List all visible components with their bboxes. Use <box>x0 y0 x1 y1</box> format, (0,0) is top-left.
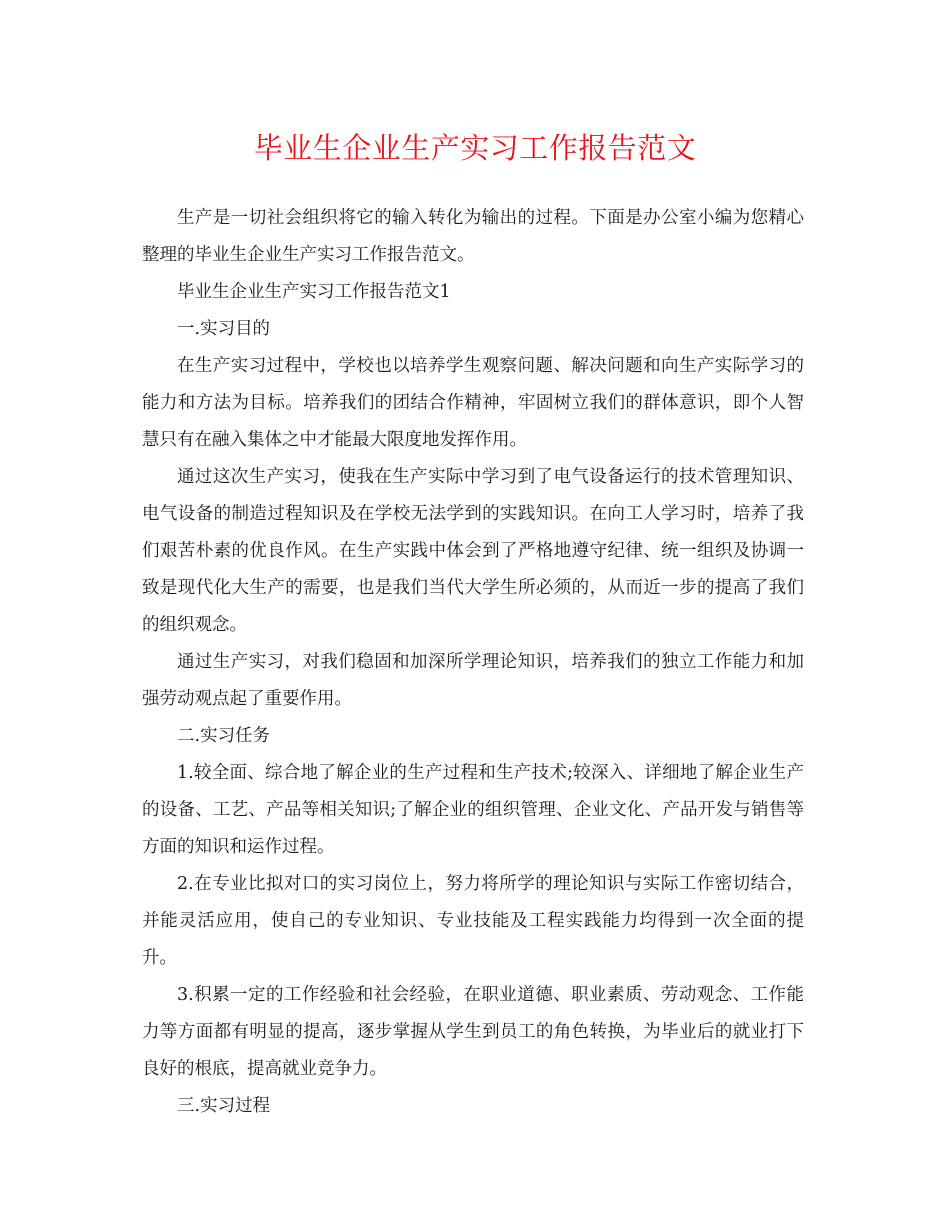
task-item-1: 1.较全面、综合地了解企业的生产过程和生产技术;较深入、详细地了解企业生产的设备、工艺、产品等相关知识;了解企业的组织管理、企业文化、产品开发与销售等方面的知识和运作过程。 <box>142 763 804 857</box>
paragraph-purpose-2: 通过这次生产实习，使我在生产实际中学习到了电气设备运行的技术管理知识、电气设备的制造过程知识及在学校无法学到的实践知识。在向工人学习时，培养了我们艰苦朴素的优良作风。在生产实践中体会到了严格地遵守纪律、统一组织及协调一致是现代化大生产的需要，也是我们当代大学生所必须的，从而近一步的提高了我们的组织观念。 <box>142 467 804 635</box>
document-title: 毕业生企业生产实习工作报告范文 <box>253 131 697 165</box>
intro-paragraph: 生产是一切社会组织将它的输入转化为输出的过程。下面是办公室小编为您精心整理的毕业生企业生产实习工作报告范文。 <box>142 208 804 265</box>
paragraph-purpose-1: 在生产实习过程中，学校也以培养学生观察问题、解决问题和向生产实际学习的能力和方法为目标。培养我们的团结合作精神，牢固树立我们的群体意识，即个人智慧只有在融入集体之中才能最大限度地发挥作用。 <box>142 356 804 450</box>
task-item-3: 3.积累一定的工作经验和社会经验，在职业道德、职业素质、劳动观念、工作能力等方面都有明显的提高，逐步掌握从学生到员工的角色转换，为毕业后的就业打下良好的根底，提高就业竞争力。 <box>142 985 804 1079</box>
task-item-2: 2.在专业比拟对口的实习岗位上，努力将所学的理论知识与实际工作密切结合，并能灵活应用，使自己的专业知识、专业技能及工程实践能力均得到一次全面的提升。 <box>142 874 804 968</box>
paragraph-purpose-3: 通过生产实习，对我们稳固和加深所学理论知识，培养我们的独立工作能力和加强劳动观点起了重要作用。 <box>142 652 804 709</box>
document-body <box>142 200 804 1125</box>
heading-tasks: 二.实习任务 <box>177 726 271 746</box>
heading-purpose: 一.实习目的 <box>177 319 271 339</box>
section-subtitle: 毕业生企业生产实习工作报告范文1 <box>177 282 451 302</box>
heading-process: 三.实习过程 <box>177 1096 271 1116</box>
